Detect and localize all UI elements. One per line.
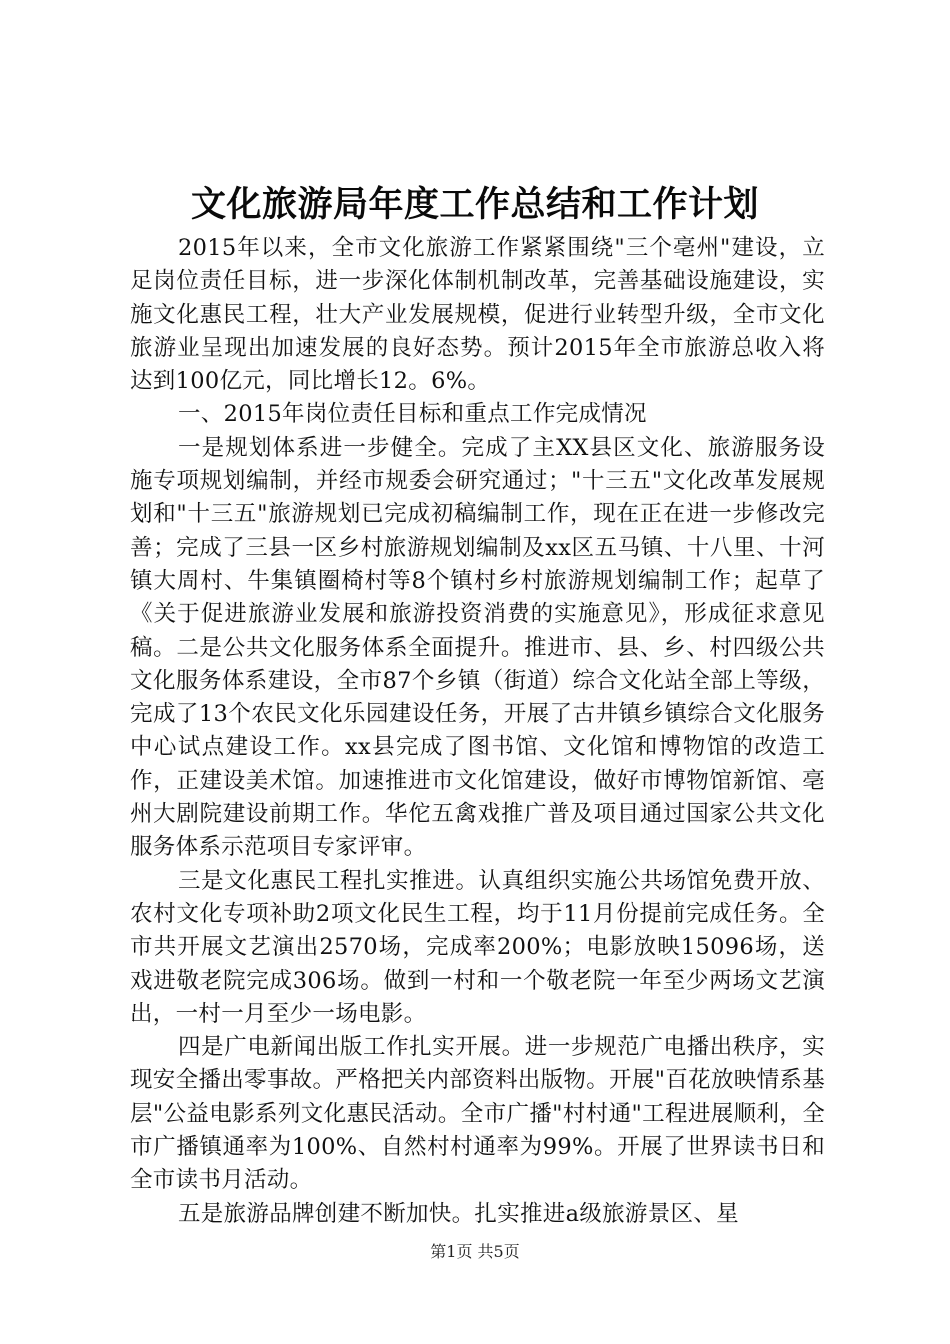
paragraph-planning-and-public-culture: 一是规划体系进一步健全。完成了主XX县区文化、旅游服务设施专项规划编制，并经市规委会研究通过；"十三五"文化改革发展规划和"十三五"旅游规划已完成初稿编制工作，现在正在进一步修改完善；完成了三县一区乡村旅游规划编制及xx区五马镇、十八里、十河镇大周村、牛集镇圈椅村等8个镇村乡村旅游规划编制工作；起草了《关于促进旅游业发展和旅游投资消费的实施意见》，形成征求意见稿。二是公共文化服务体系全面提升。推进市、县、乡、村四级公共文化服务体系建设，全市87个乡镇（街道）综合文化站全部上等级，完成了13个农民文化乐园建设任务，开展了古井镇乡镇综合文化服务中心试点建设工作。xx县完成了图书馆、文化馆和博物馆的改造工作，正建设美术馆。加速推进市文化馆建设，做好市博物馆新馆、亳州大剧院建设前期工作。华佗五禽戏推广普及项目通过国家公共文化服务体系示范项目专家评审。 <box>130 434 825 861</box>
paragraph-tourism-brand: 五是旅游品牌创建不断加快。扎实推进a级旅游景区、星 <box>178 1200 739 1227</box>
section-heading-1: 一、2015年岗位责任目标和重点工作完成情况 <box>178 401 647 428</box>
page-number-footer: 第1页 共5页 <box>430 1242 520 1261</box>
paragraph-cultural-benefit-projects: 三是文化惠民工程扎实推进。认真组织实施公共场馆免费开放、农村文化专项补助2项文化民生工程，均于11月份提前完成任务。全市共开展文艺演出2570场，完成率200%；电影放映15096场，送戏进敬老院完成306场。做到一村和一个敬老院一年至少两场文艺演出，一村一月至少一场电影。 <box>130 867 825 1027</box>
paragraph-intro: 2015年以来，全市文化旅游工作紧紧围绕"三个亳州"建设，立足岗位责任目标，进一步深化体制机制改革，完善基础设施建设，实施文化惠民工程，壮大产业发展规模，促进行业转型升级，全市文化旅游业呈现出加速发展的良好态势。预计2015年全市旅游总收入将达到100亿元，同比增长12。6%。 <box>130 235 825 395</box>
document-title: 文化旅游局年度工作总结和工作计划 <box>190 185 759 225</box>
paragraph-broadcast-publishing: 四是广电新闻出版工作扎实开展。进一步规范广电播出秩序，实现安全播出零事故。严格把关内部资料出版物。开展"百花放映情系基层"公益电影系列文化惠民活动。全市广播"村村通"工程进展顺利，全市广播镇通率为100%、自然村村通率为99%。开展了世界读书日和全市读书月活动。 <box>130 1034 825 1194</box>
document-body <box>130 232 825 1231</box>
